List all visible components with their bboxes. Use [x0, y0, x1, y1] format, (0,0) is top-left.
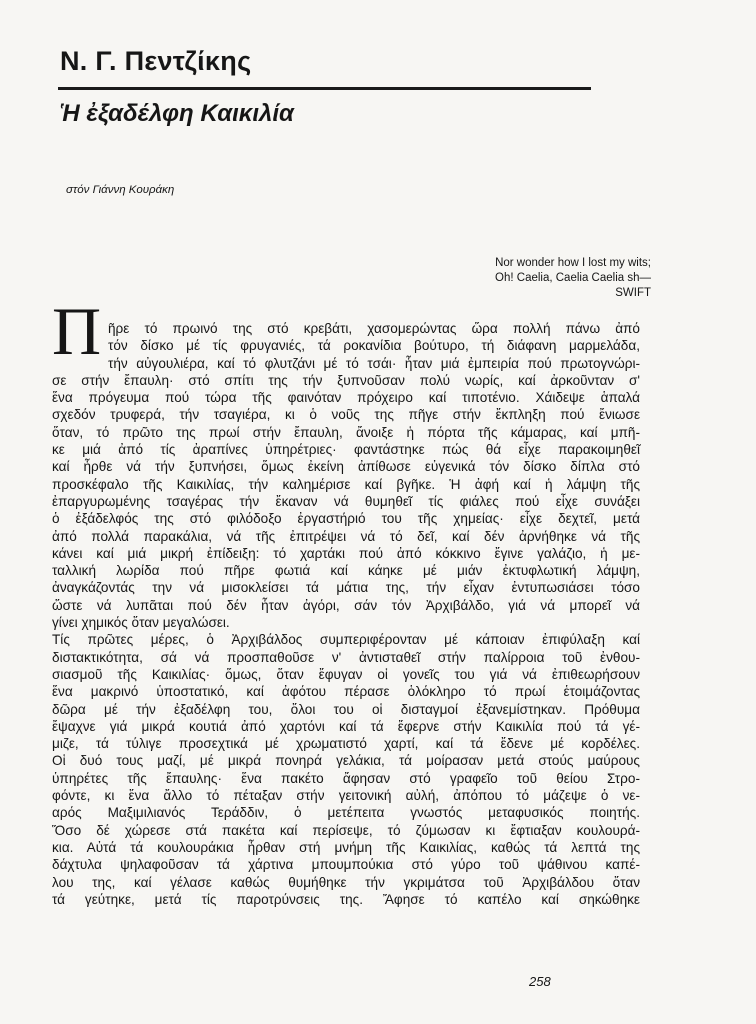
text-line: αρός Μαξιμιλιανός Τεράδδιν, ὁ μετέπειτα γνωστός μεταφυσικός ποιητής. [52, 805, 640, 821]
text-line: προσκέφαλο τῆς Καικιλίας, τήν καλημέρισε καί βγῆκε. Ἡ ἀφή καί ἡ λάμψη τῆς [52, 476, 640, 492]
text-line: ἐπαργυρωμένης τσαγέρας τήν ἔκαναν νά θυμηθεῖ τίς φιάλες πού εἶχε συνάξει [52, 493, 640, 509]
text-line: καί ἦρθε νά τήν ξυπνήσει, ὅμως ἐκείνη ἀπίθωσε εὐγενικά τόν δίσκο δίπλα στό [52, 459, 640, 475]
text-line: τήν αὐγουλιέρα, καί τό φλυτζάνι μέ τό τσάι· ἦταν μιά ἐμπειρία πού πρωτογνώρι- [108, 355, 640, 371]
text-line: ταλλική λωρίδα πού πῆρε φωτιά καί κάηκε μέ μιάν ἐκτυφλωτική λάμψη, [52, 563, 640, 579]
text-line: ἕνα πρόγευμα πού τώρα τῆς φαινόταν πρόχειρο καί τιποτένιο. Χάιδεψε ἁπαλά [52, 390, 640, 406]
text-line: ἀναγκάζοντάς την νά μισοκλείσει τά μάτια της, τήν εἶχαν ἐντυπωσιάσει τόσο [52, 580, 640, 596]
text-line: σιασμοῦ τῆς Καικιλίας· ὅμως, ὅταν ἔφυγαν οἱ γονεῖς του γιά νά ἐπιθεωρήσουν [52, 666, 640, 682]
text-line: Ὅσο δέ χώρεσε στά πακέτα καί περίσεψε, τό ζύμωσαν κι ἔφτιαξαν κουλουρά- [52, 822, 640, 838]
text-line: κάνει καί μιά μικρή ἐπίδειξη: τό χαρτάκι πού ἀπό κόκκινο ἔγινε γαλάζιο, ἡ με- [52, 545, 640, 561]
title-rule [58, 87, 591, 90]
epigraph [495, 256, 651, 301]
text-line: μιζε, τά τύλιγε προσεχτικά μέ χρωματιστό χαρτί, καί τά ἔδενε μέ κορδέλες. [52, 736, 640, 752]
body-text [52, 320, 640, 908]
text-line: ὅταν, τό πρῶτο της πρωί στήν ἔπαυλη, ἄνοιξε ἡ πόρτα τῆς κάμαρας, καί μπῆ- [52, 424, 640, 440]
text-line: τόν δίσκο μέ τίς φρυγανιές, τά ροκανίδια βούτυρο, τή διάφανη μαρμελάδα, [108, 338, 640, 354]
author-name: Ν. Γ. Πεντζίκης [60, 46, 252, 76]
text-line: ὑπηρέτες τῆς ἔπαυλης· ἕνα πακέτο ἄφησαν στό γραφεῖο τοῦ θείου Στρο- [52, 770, 640, 786]
text-line: λου της, καί γέλασε καθώς θυμήθηκε τήν γκριμάτσα τοῦ Ἀρχιβάλδου ὅταν [52, 874, 640, 890]
text-line: δάχτυλα ψηλαφοῦσαν τά χάρτινα μπουμπούκια στό γύρο τοῦ ψάθινου καπέ- [52, 857, 640, 873]
text-line: ἀπό πολλά παρακάλια, νά τῆς ἐπιτρέψει νά τό δεῖ, καί δέν ἀρνήθηκε νά τῆς [52, 528, 640, 544]
story-title: Ἡ ἐξαδέλφη Καικιλία [60, 100, 294, 127]
text-line: τά γεύτηκε, μετά τίς παροτρύνσεις της. Ἄφησε τό καπέλο καί σηκώθηκε [52, 891, 640, 907]
epigraph-line: Nor wonder how I lost my wits; [495, 257, 651, 269]
text-line: Τίς πρῶτες μέρες, ὁ Ἀρχιβάλδος συμπεριφέρονταν μέ κάποιαν ἐπιφύλαξη καί [52, 632, 640, 648]
epigraph-attribution: SWIFT [615, 287, 651, 299]
page-number: 258 [529, 974, 551, 989]
text-line: σχεδόν τρυφερά, τήν τσαγιέρα, κι ὁ νοῦς της πῆγε στήν ἔκπληξη πού ἔνιωσε [52, 407, 640, 423]
text-line: ῆρε τό πρωινό της στό κρεβάτι, χασομερώντας ὥρα πολλή πάνω ἀπό [108, 321, 640, 336]
text-line: κια. Αὐτά τά κουλουράκια ἦρθαν στή μνήμη τῆς Καικιλίας, καθώς τά λεπτά της [52, 839, 640, 855]
text-line: γίνει χημικός ὅταν μεγαλώσει. [52, 615, 230, 631]
text-line: Οἱ δυό τους μαζί, μέ μικρά πονηρά γελάκια, τά μοίρασαν μετά στούς μαύρους [52, 753, 640, 769]
text-line: ὁ ἐξάδελφός της στό φιλόδοξο ἐργαστήριό του τῆς χημείας· εἶχε δεχτεῖ, μετά [52, 511, 640, 527]
dedication: στόν Γιάννη Κουράκη [66, 184, 175, 196]
text-line: σε στήν ἔπαυλη· στό σπίτι της τήν ξυπνοῦσαν πολύ νωρίς, καί ἀρκοῦνταν σ' [52, 372, 640, 388]
text-line: δῶρα μέ τήν ἐξαδέλφη του, ὅλοι του οἱ δισταγμοί ἐξανεμίστηκαν. Πρόθυμα [52, 701, 640, 717]
text-line: κε μιά ἀπό τίς ἀραπίνες ὑπηρέτριες· φαντάστηκε πώς θά εἶχε παρακοιμηθεῖ [52, 442, 640, 458]
text-line: ἔψαχνε γιά μικρά κουτιά ἀπό χαρτόνι καί τά ἔφερνε στήν Καικιλία πού τά γέ- [52, 718, 640, 734]
text-line: διστακτικότητα, σά νά προσπαθοῦσε ν' ἀντισταθεῖ στήν παλίρροια τοῦ ἐνθου- [52, 649, 640, 665]
epigraph-line: Oh! Caelia, Caelia Caelia sh— [495, 272, 651, 284]
text-line: φόντε, κι ἕνα ἄλλο τό πέταξαν στήν γειτονική αὐλή, ἀπόπου τό μάζεψε ὁ νε- [52, 788, 640, 804]
text-line: ὥστε νά λυπᾶται πού δέν ἦταν ἀγόρι, σάν τόν Ἀρχιβάλδο, γιά νά μπορεῖ νά [52, 597, 640, 613]
text-line: ἕνα μακρινό ὑποστατικό, καί ἀφότου πέρασε ὁλόκληρο τό πρωί ἑτοιμάζοντας [52, 684, 640, 700]
drop-cap: Π [52, 293, 102, 369]
